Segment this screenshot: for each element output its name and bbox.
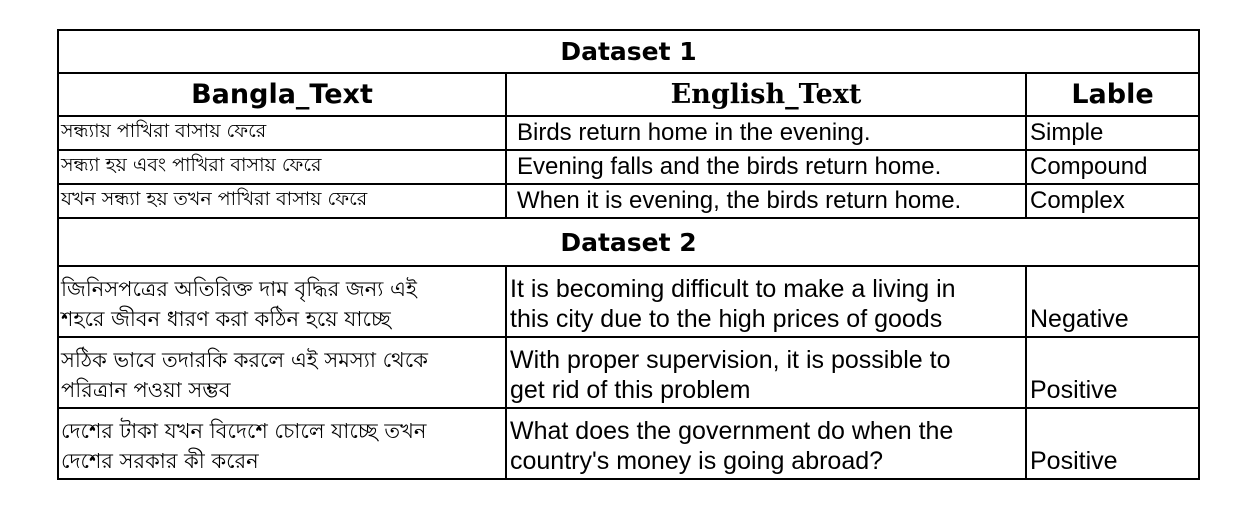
dataset1-title-row bbox=[58, 30, 1199, 73]
bangla-cell bbox=[58, 266, 506, 337]
english-line: country's money is going abroad? bbox=[510, 447, 884, 475]
dataset2-title-row bbox=[58, 218, 1199, 266]
bangla-cell bbox=[58, 408, 506, 479]
english-line: get rid of this problem bbox=[510, 376, 751, 404]
english-line: With proper supervision, it is possible to bbox=[510, 346, 951, 374]
dataset2-title: Dataset 2 bbox=[58, 218, 1199, 266]
label-cell: Positive bbox=[1026, 337, 1199, 408]
bangla-line: পরিত্রান পওয়া সম্ভব bbox=[61, 378, 231, 402]
table-row bbox=[58, 116, 1199, 150]
header-label: Lable bbox=[1026, 73, 1199, 116]
bangla-line: দেশের সরকার কী করেন bbox=[61, 449, 259, 473]
english-cell bbox=[506, 266, 1026, 337]
english-line: What does the government do when the bbox=[510, 417, 954, 445]
label-cell: Compound bbox=[1026, 150, 1199, 184]
bangla-line: দেশের টাকা যখন বিদেশে চোলে যাচ্ছে তখন bbox=[61, 419, 427, 443]
bangla-cell: সন্ধ্যা হয় এবং পাখিরা বাসায় ফেরে bbox=[58, 150, 506, 184]
header-english-text: English_Text bbox=[506, 73, 1026, 116]
label-cell: Complex bbox=[1026, 184, 1199, 218]
dataset-table bbox=[57, 29, 1200, 480]
english-line: this city due to the high prices of goods bbox=[510, 305, 943, 333]
table-row bbox=[58, 408, 1199, 479]
bangla-cell bbox=[58, 337, 506, 408]
table-row bbox=[58, 150, 1199, 184]
dataset1-title: Dataset 1 bbox=[58, 30, 1199, 73]
label-cell: Negative bbox=[1026, 266, 1199, 337]
english-cell: When it is evening, the birds return home. bbox=[506, 184, 1026, 218]
header-row bbox=[58, 73, 1199, 116]
bangla-line: শহরে জীবন ধারণ করা কঠিন হয়ে যাচ্ছে bbox=[61, 307, 391, 331]
table-row bbox=[58, 184, 1199, 218]
english-line: It is becoming difficult to make a living in bbox=[510, 275, 956, 303]
label-cell: Simple bbox=[1026, 116, 1199, 150]
english-cell bbox=[506, 337, 1026, 408]
label-cell: Positive bbox=[1026, 408, 1199, 479]
header-bangla-text: Bangla_Text bbox=[58, 73, 506, 116]
english-cell bbox=[506, 408, 1026, 479]
table-row bbox=[58, 337, 1199, 408]
bangla-line: সঠিক ভাবে তদারকি করলে এই সমস্যা থেকে bbox=[61, 348, 428, 372]
table-row bbox=[58, 266, 1199, 337]
bangla-cell: সন্ধ্যায় পাখিরা বাসায় ফেরে bbox=[58, 116, 506, 150]
bangla-line: জিনিসপত্রের অতিরিক্ত দাম বৃদ্ধির জন্য এই bbox=[61, 277, 417, 301]
bangla-cell: যখন সন্ধ্যা হয় তখন পাখিরা বাসায় ফেরে bbox=[58, 184, 506, 218]
english-cell: Evening falls and the birds return home. bbox=[506, 150, 1026, 184]
english-cell: Birds return home in the evening. bbox=[506, 116, 1026, 150]
